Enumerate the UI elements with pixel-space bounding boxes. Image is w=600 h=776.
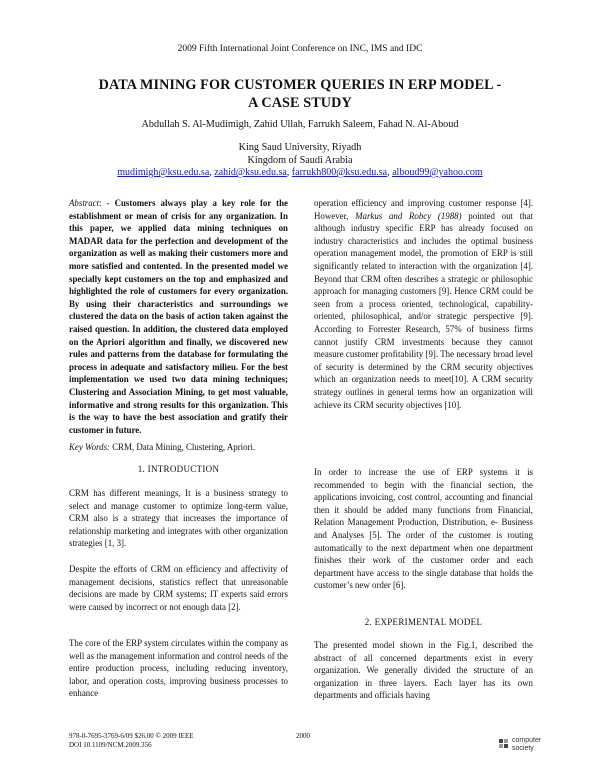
publisher-line-1: computer — [512, 737, 542, 744]
email-link[interactable]: farrukh800@ksu.edu.sa — [291, 167, 388, 178]
email-separator: , — [387, 167, 393, 178]
intro-paragraph-3: The core of the ERP system circulates within the company as well as the management information and control needs of the entire production process, including reducing inventory, labor, and operation costs, improving business processes to enhance — [69, 638, 288, 699]
keywords-text: CRM, Data Mining, Clustering, Apriori. — [110, 442, 256, 452]
abstract-label: Abstract — [69, 198, 100, 208]
email-link[interactable]: mudimigh@ksu.edu.sa — [117, 167, 210, 178]
paper-title — [0, 76, 600, 112]
publisher-line-2: society — [512, 744, 534, 752]
publisher-logo-text — [512, 737, 541, 752]
footer-publication-info — [69, 732, 194, 750]
abstract-text: Customers always play a key role for the establishment or mean of crisis for any organization. In this paper, we applied data mining techniques on MADAR data for the perfection and development of the organization as well as making their customers more and more satisfied and contented. In the presented model we specially kept customers on the top and emphasized and highlighted the role of customers for every organization. By using their characteristics and surroundings we clustered the data on the basis of action taken against the raised question. In addition, the clustered data employed on the Apriori algorithm and finally, we discovered new rules and patterns from the database for formulating the process in adequate and satisfactory milieu. For the best implementation we used two data mining techniques; Clustering and Association Mining, to get most valuable, informative and strong results for this organization. This is the way to have the best association and gratify their customer in future. — [69, 198, 288, 435]
affiliation-university: King Saud University, Riyadh — [238, 142, 362, 153]
affiliation — [0, 141, 600, 167]
author-emails — [0, 167, 600, 178]
intro-paragraph-1: CRM has different meanings, It is a business strategy to select and manage customer to optimize long-term value, CRM also is a strategy that increases the importance of relationship marketing and integrates with other organization strategies [1, 3]. — [69, 488, 288, 549]
computer-society-logo-icon — [498, 738, 510, 750]
right-paragraph-2: In order to increase the use of ERP systems it is recommended to begin with the financial section, the applications invoicing, cost control, accounting and financial then it should be added many functions from Financial, Relation Management Production, Distribution, e- Business and Analyses [5]. The order of the customer is routing automatically to the next department when one department finishes their work of the customer order and each department have access to the single database that holds the customer’s new order [6]. — [314, 467, 533, 591]
footer-isbn: 978-0-7695-3769-6/09 $26.00 © 2009 IEEE — [69, 732, 194, 740]
page-number: 2000 — [296, 732, 310, 740]
title-line-2: A CASE STUDY — [248, 95, 352, 111]
abstract — [69, 197, 288, 436]
section-heading-introduction: 1. INTRODUCTION — [137, 464, 220, 474]
conference-header: 2009 Fifth International Joint Conference on INC, IMS and IDC — [177, 44, 423, 54]
email-link[interactable]: zahid@ksu.edu.sa — [214, 167, 287, 178]
keywords-label: Key Words: — [69, 442, 111, 452]
author-list: Abdullah S. Al-Mudimigh, Zahid Ullah, Farrukh Saleem, Fahad N. Al-Aboud — [141, 119, 459, 130]
email-link[interactable]: alboud99@yahoo.com — [392, 167, 483, 178]
affiliation-country: Kingdom of Saudi Arabia — [247, 155, 353, 166]
keywords — [69, 441, 288, 454]
title-line-1: DATA MINING FOR CUSTOMER QUERIES IN ERP MODEL - — [98, 77, 502, 93]
email-separator: , — [286, 167, 292, 178]
section-heading-experimental-model: 2. EXPERIMENTAL MODEL — [364, 617, 483, 627]
right-p1-rest: pointed out that although industry specific ERP has already focused on industry characteristics and includes the optimal business operation management model, the promotion of ERP is still significantly related to interaction with the organization [4]. Beyond that CRM often describes a strategic or philosophic approach for managing customers [9]. Hence CRM could be seen from a process oriented, technological, capability-oriented, philosophical, and/or strategic perspective [9]. According to Forrester Research, 57% of business firms cannot justify CRM investments because they cannot measure customer profitability [9]. The necessary broad level of security is determined by the CRM security objectives which an organization needs to meet[10]. A CRM security strategy outlines in general terms how an organization will achieve its CRM security objectives [10]. — [314, 210, 534, 410]
right-paragraph-1 — [314, 197, 533, 411]
footer-doi: DOI 10.1109/NCM.2009.356 — [69, 741, 152, 749]
abstract-dash: : - — [99, 198, 115, 208]
email-separator: , — [209, 167, 215, 178]
right-p1-start: operation efficiency and improving customer response [4]. However, — [314, 198, 533, 221]
citation-italic: Markus and Robcy (1988) — [355, 210, 462, 221]
experimental-paragraph-1: The presented model shown in the Fig.1, described the abstract of all concerned departments exist in every organization. We generally divided the structure of an organization in three layers. Each layer has its own departments and officials having — [314, 640, 533, 701]
intro-paragraph-2: Despite the efforts of CRM on efficiency and affectivity of management decisions, statistics reflect that unreasonable decisions are made by CRM systems; IT experts said errors were caused by incorrect or not enough data [2]. — [69, 564, 288, 612]
